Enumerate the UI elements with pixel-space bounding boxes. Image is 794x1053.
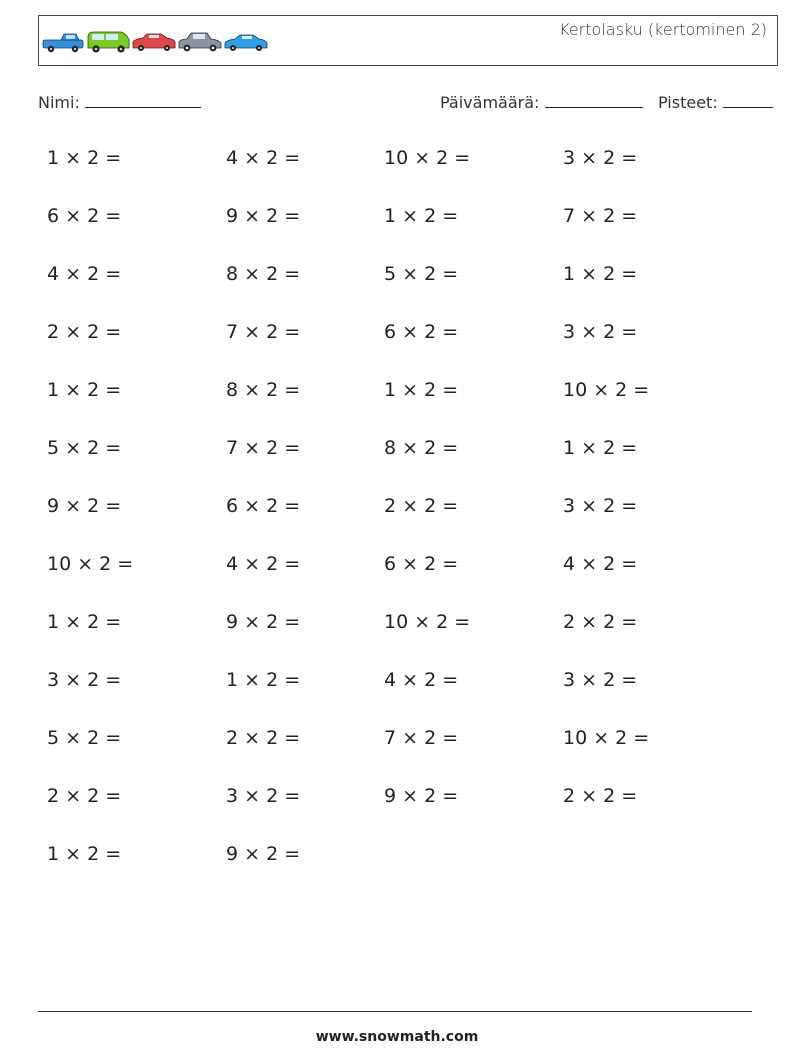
problem-item: 6 × 2 = — [226, 495, 301, 517]
problem-item: 4 × 2 = — [563, 553, 638, 575]
problem-item: 1 × 2 = — [563, 263, 638, 285]
vintage-car-icon — [179, 33, 221, 51]
problem-item: 10 × 2 = — [563, 379, 650, 401]
problem-item: 1 × 2 = — [47, 379, 122, 401]
problem-item: 2 × 2 = — [47, 785, 122, 807]
problem-item: 2 × 2 = — [563, 611, 638, 633]
problem-item: 9 × 2 = — [226, 205, 301, 227]
problem-item: 1 × 2 = — [47, 611, 122, 633]
problem-item: 3 × 2 = — [563, 321, 638, 343]
problem-item: 5 × 2 = — [47, 727, 122, 749]
problem-item: 8 × 2 = — [384, 437, 459, 459]
problem-item: 8 × 2 = — [226, 379, 301, 401]
problem-item: 1 × 2 = — [384, 205, 459, 227]
score-blank[interactable] — [723, 93, 773, 108]
problem-item: 2 × 2 = — [47, 321, 122, 343]
problem-item: 3 × 2 = — [563, 147, 638, 169]
problem-item: 9 × 2 = — [384, 785, 459, 807]
problem-item: 10 × 2 = — [47, 553, 134, 575]
date-field — [440, 93, 643, 112]
footer-website: www.snowmath.com — [315, 1029, 479, 1045]
problem-item: 10 × 2 = — [384, 611, 471, 633]
problem-item: 10 × 2 = — [563, 727, 650, 749]
problem-item: 3 × 2 = — [47, 669, 122, 691]
score-field — [658, 93, 773, 112]
problem-item: 2 × 2 = — [563, 785, 638, 807]
problem-item: 9 × 2 = — [226, 611, 301, 633]
problem-item: 4 × 2 = — [384, 669, 459, 691]
problem-item: 1 × 2 = — [226, 669, 301, 691]
problem-item: 6 × 2 = — [384, 321, 459, 343]
pickup-truck-icon — [43, 34, 83, 52]
problem-item: 6 × 2 = — [384, 553, 459, 575]
sedan-icon — [133, 34, 175, 51]
coupe-icon — [225, 35, 267, 51]
problem-item: 6 × 2 = — [47, 205, 122, 227]
problem-item: 7 × 2 = — [384, 727, 459, 749]
problem-item: 4 × 2 = — [47, 263, 122, 285]
footer-divider — [38, 1011, 752, 1012]
problem-item: 3 × 2 = — [563, 669, 638, 691]
problem-item: 3 × 2 = — [563, 495, 638, 517]
score-label: Pisteet: — [658, 93, 718, 112]
problem-item: 5 × 2 = — [384, 263, 459, 285]
problem-item: 2 × 2 = — [384, 495, 459, 517]
problem-item: 7 × 2 = — [226, 437, 301, 459]
worksheet-title: Kertolasku (kertominen 2) — [559, 20, 767, 39]
problem-item: 7 × 2 = — [226, 321, 301, 343]
problem-item: 8 × 2 = — [226, 263, 301, 285]
name-label: Nimi: — [38, 93, 80, 112]
problem-item: 1 × 2 = — [47, 147, 122, 169]
suv-icon — [88, 32, 129, 53]
problem-item: 2 × 2 = — [226, 727, 301, 749]
problem-item: 9 × 2 = — [47, 495, 122, 517]
problem-item: 1 × 2 = — [47, 843, 122, 865]
date-blank[interactable] — [545, 93, 643, 108]
worksheet-header — [38, 15, 778, 66]
problem-item: 7 × 2 = — [563, 205, 638, 227]
problem-item: 10 × 2 = — [384, 147, 471, 169]
name-field — [38, 93, 201, 112]
problem-item: 1 × 2 = — [563, 437, 638, 459]
problem-item: 5 × 2 = — [47, 437, 122, 459]
problem-item: 3 × 2 = — [226, 785, 301, 807]
problem-item: 1 × 2 = — [384, 379, 459, 401]
problem-item: 9 × 2 = — [226, 843, 301, 865]
name-blank[interactable] — [85, 93, 201, 108]
problem-item: 4 × 2 = — [226, 553, 301, 575]
problem-item: 4 × 2 = — [226, 147, 301, 169]
cars-illustration — [41, 28, 271, 54]
date-label: Päivämäärä: — [440, 93, 540, 112]
